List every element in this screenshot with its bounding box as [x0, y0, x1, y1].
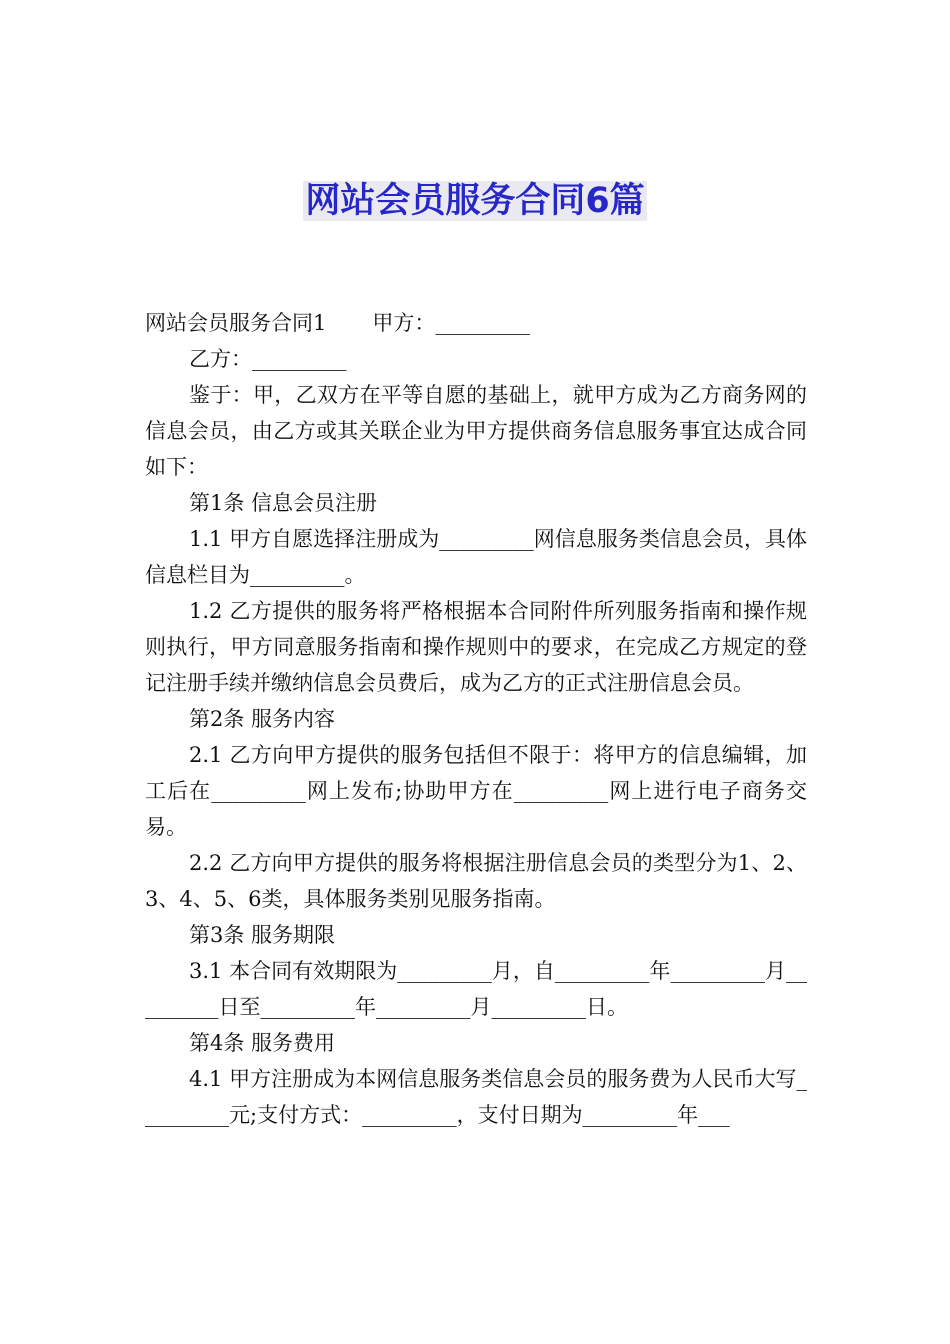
article-3-heading: 第3条 服务期限: [189, 923, 336, 947]
article-1-heading: 第1条 信息会员注册: [189, 491, 378, 515]
clause-4-1: 4.1 甲方注册成为本网信息服务类信息会员的服务费为人民币大写_________元;支付方式：_________，支付日期为_________年___: [145, 1067, 807, 1127]
clause-2-2: 2.2 乙方向甲方提供的服务将根据注册信息会员的类型分为1、2、3、4、5、6类，具体服务类别见服务指南。: [145, 851, 807, 911]
article-2-heading: 第2条 服务内容: [189, 707, 336, 731]
clause-3-1: 3.1 本合同有效期限为_________月，自_________年_________月_________日至_________年_________月_________日。: [145, 959, 807, 1019]
article-4-heading: 第4条 服务费用: [189, 1031, 336, 1055]
clause-1-1: 1.1 甲方自愿选择注册成为_________网信息服务类信息会员，具体信息栏目为_________。: [145, 527, 807, 587]
clause-1-2: 1.2 乙方提供的服务将严格根据本合同附件所列服务指南和操作规则执行，甲方同意服务指南和操作规则中的要求，在完成乙方规定的登记注册手续并缴纳信息会员费后，成为乙方的正式注册信息会员。: [145, 599, 807, 695]
document-title: [0, 178, 950, 224]
document-body: [145, 305, 807, 1133]
party-a-label: 甲方：_________: [372, 311, 530, 335]
contract-header-party-a: [145, 305, 807, 341]
clause-2-1: 2.1 乙方向甲方提供的服务包括但不限于：将甲方的信息编辑，加工后在_________网上发布;协助甲方在_________网上进行电子商务交易。: [145, 743, 807, 839]
preamble-paragraph: 鉴于：甲，乙双方在平等自愿的基础上，就甲方成为乙方商务网的信息会员，由乙方或其关联企业为甲方提供商务信息服务事宜达成合同如下：: [145, 383, 807, 479]
party-b-line: 乙方：_________: [189, 347, 347, 371]
contract-number-label: 网站会员服务合同1: [145, 311, 327, 335]
document-title-text: 网站会员服务合同6篇: [305, 181, 645, 221]
